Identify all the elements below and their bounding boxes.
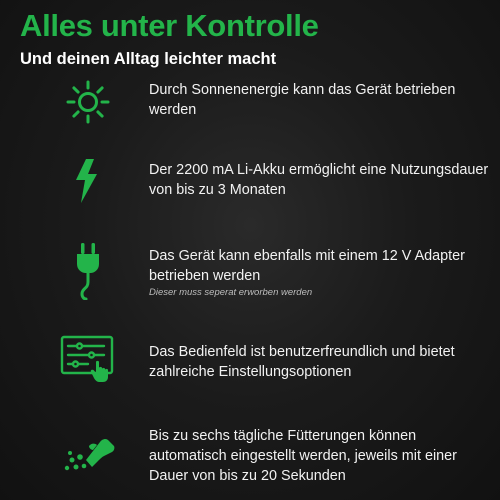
feature-text: Das Bedienfeld ist benutzerfreundlich und bietet zahlreiche Einstellungsoptionen — [149, 344, 455, 380]
page-subtitle: Und deinen Alltag leichter macht — [20, 50, 277, 68]
feature-text: Durch Sonnenenergie kann das Gerät betrieben werden — [149, 82, 456, 118]
page-title: Alles unter Kontrolle — [20, 8, 319, 43]
feature-text: Der 2200 mA Li-Akku ermöglicht eine Nutzungsdauer von bis zu 3 Monaten — [149, 162, 489, 198]
feature-text — [149, 246, 489, 299]
control-panel-icon — [56, 335, 120, 383]
lightning-icon — [56, 158, 120, 204]
sun-icon — [56, 80, 120, 124]
feature-main-text: Das Gerät kann ebenfalls mit einem 12 V Adapter betrieben werden — [149, 248, 465, 284]
feature-text: Bis zu sechs tägliche Fütterungen können automatisch eingestellt werden, jeweils mit einer Dauer von bis zu 20 Sekunden — [149, 428, 457, 484]
feature-note: Dieser muss seperat erworben werden — [149, 287, 313, 298]
power-plug-icon — [56, 242, 120, 300]
feeding-hand-icon — [56, 430, 120, 474]
